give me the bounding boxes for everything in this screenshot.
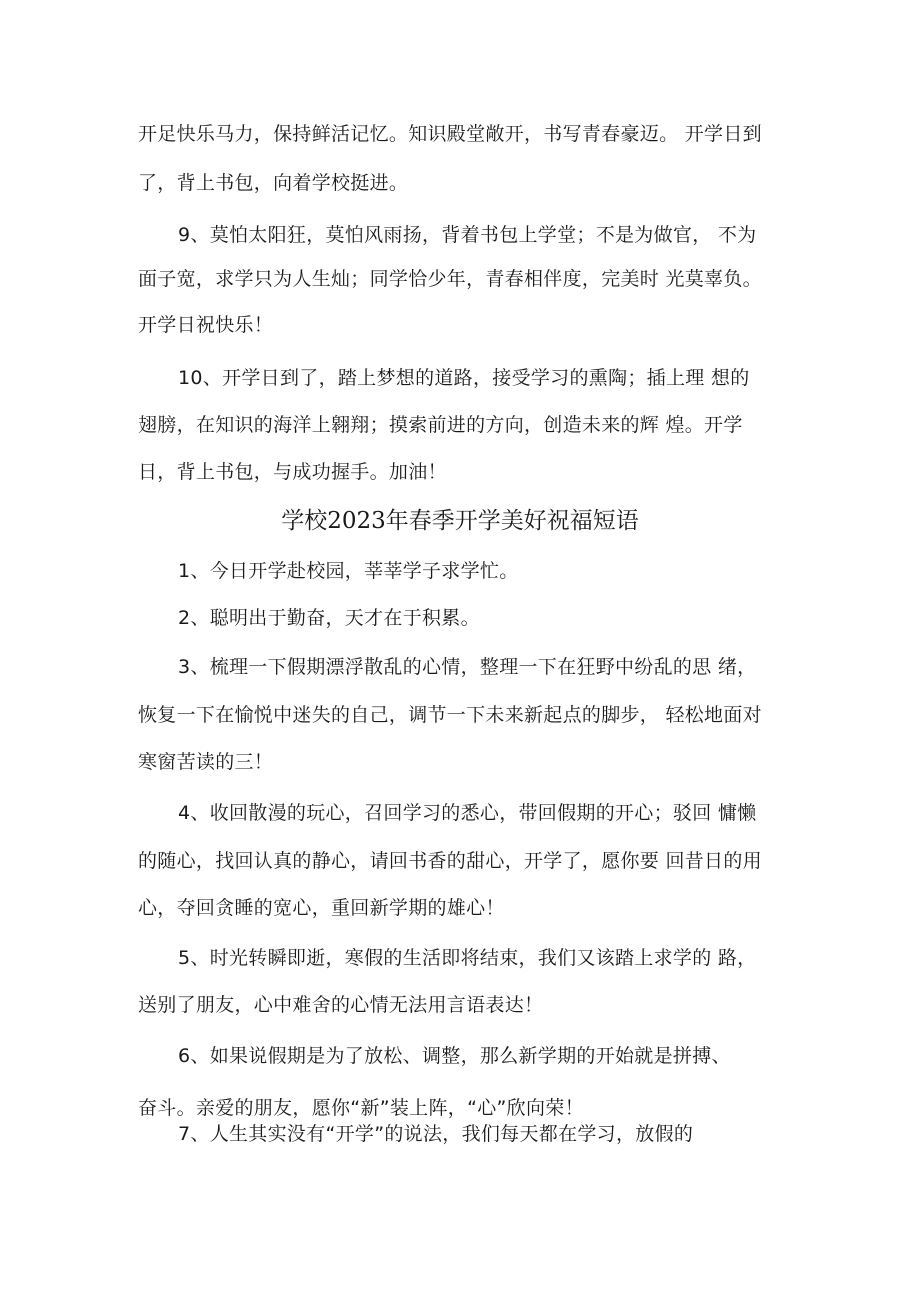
- paragraph-line: 开学日祝快乐！: [138, 314, 274, 336]
- paragraph-line: 奋斗。亲爱的朋友，愿你“新”装上阵，“心”欣向荣！: [138, 1097, 584, 1119]
- paragraph-line: 寒窗苦读的三！: [138, 751, 274, 773]
- paragraph-line: 3、梳理一下假期漂浮散乱的心情，整理一下在狂野中纷乱的思 绪，: [178, 656, 757, 678]
- paragraph-line: 2、聪明出于勤奋，天才在于积累。: [178, 607, 480, 629]
- paragraph-line: 日，背上书包，与成功握手。加油！: [138, 461, 447, 483]
- paragraph-line: 了，背上书包，向着学校挺进。: [138, 172, 409, 194]
- paragraph-line: 9、莫怕太阳狂，莫怕风雨扬，背着书包上学堂；不是为做官， 不为: [178, 224, 757, 246]
- paragraph-line: 1、今日开学赴校园，莘莘学子求学忙。: [178, 560, 519, 582]
- paragraph-line: 面子宽，求学只为人生灿；同学恰少年，青春相伴度，完美时 光莫辜负。: [138, 268, 762, 290]
- paragraph-line: 7、人生其实没有“开学”的说法，我们每天都在学习，放假的: [178, 1123, 694, 1145]
- paragraph-line: 翅膀，在知识的海洋上翱翔；摸索前进的方向，创造未来的辉 煌。开学: [138, 414, 743, 436]
- paragraph-line: 恢复一下在愉悦中迷失的自己，调节一下未来新起点的脚步， 轻松地面对: [138, 704, 762, 726]
- section-heading: 学校2023年春季开学美好祝福短语: [281, 508, 639, 534]
- paragraph-line: 心，夺回贪睡的宽心，重回新学期的雄心！: [138, 897, 505, 919]
- paragraph-line: 的随心，找回认真的静心，请回书香的甜心，开学了，愿你要 回昔日的用: [138, 850, 762, 872]
- paragraph-line: 6、如果说假期是为了放松、调整，那么新学期的开始就是拼搏、: [178, 1045, 731, 1067]
- paragraph-line: 10、开学日到了，踏上梦想的道路，接受学习的熏陶；插上理 想的: [178, 367, 750, 389]
- paragraph-line: 送别了朋友，心中难舍的心情无法用言语表达！: [138, 994, 544, 1016]
- paragraph-line: 5、时光转瞬即逝，寒假的生活即将结束，我们又该踏上求学的 路，: [178, 947, 757, 969]
- paragraph-line: 开足快乐马力，保持鲜活记忆。知识殿堂敞开，书写青春豪迈。 开学日到: [138, 123, 762, 145]
- paragraph-line: 4、收回散漫的玩心，召回学习的悉心，带回假期的开心；驳回 慵懒: [178, 802, 757, 824]
